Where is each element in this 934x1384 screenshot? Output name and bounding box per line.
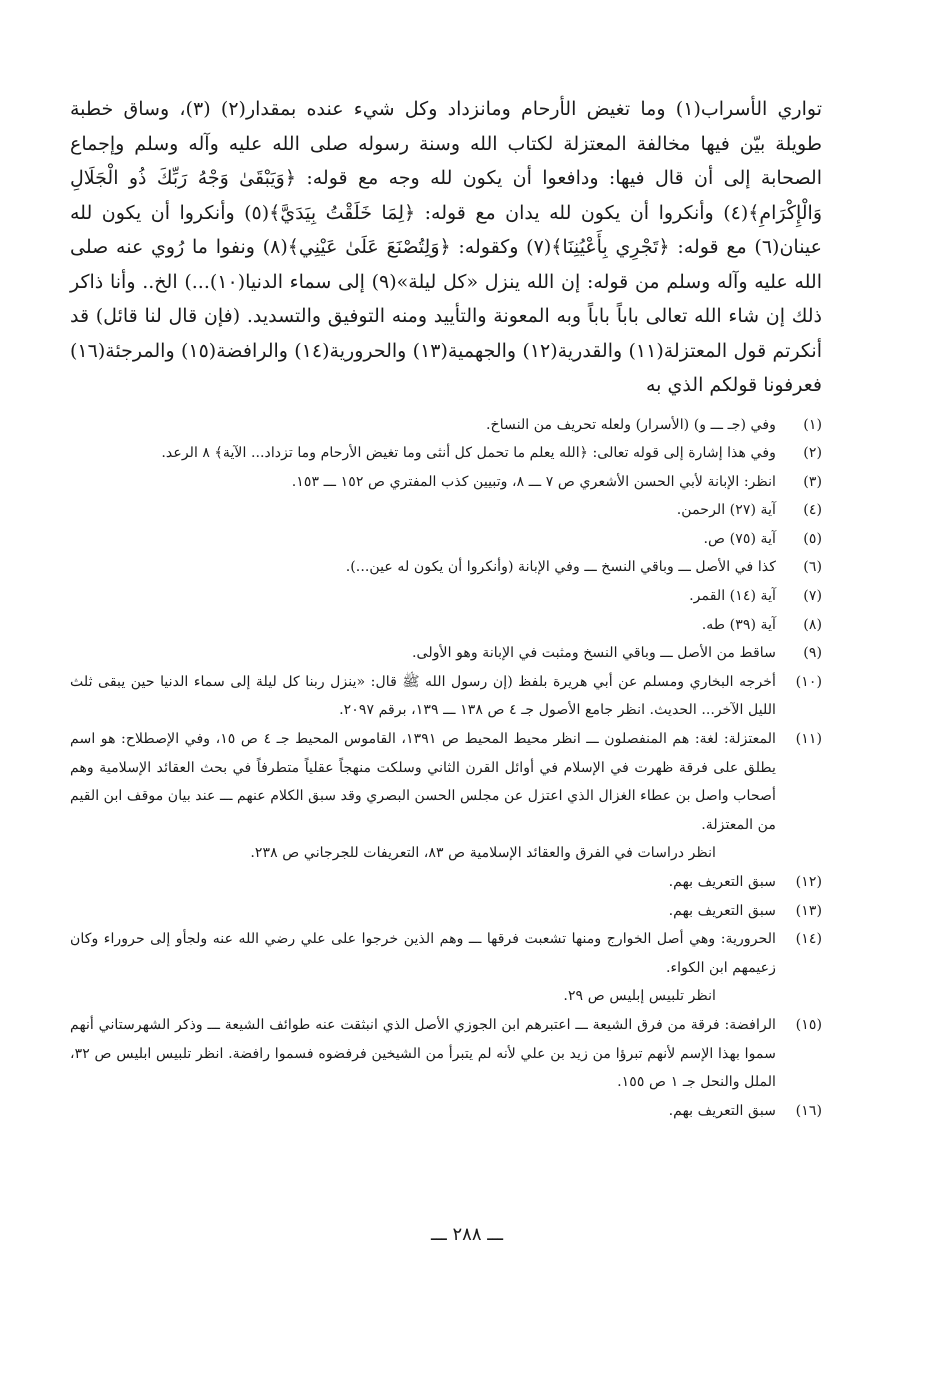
footnote-number: (١١) <box>795 731 822 748</box>
footnote-reference: انظر تلبيس إبليس ص ٢٩. <box>563 988 716 1005</box>
page-number: ـــ ٢٨٨ ـــ <box>430 1224 504 1245</box>
footnote-10 <box>70 668 822 725</box>
footnote-15 <box>70 1011 822 1097</box>
footnote-6 <box>70 553 822 582</box>
footnote-number: (٨) <box>803 616 822 633</box>
footnote-body: الحرورية: وهي أصل الخوارج ومنها تشعبت فرقها ـــ وهم الذين خرجوا على علي رضي الله عنه ولجأو إلى حروراء وكان زعيمهم ابن الكواء. <box>70 931 776 976</box>
footnote-text: سبق التعريف بهم. <box>668 1102 776 1119</box>
footnote-8 <box>70 611 822 640</box>
footnote-number: (٢) <box>803 445 822 462</box>
footnote-body: المعتزلة: لغة: هم المنفصلون ـــ انظر محيط المحيط ص ١٣٩١، القاموس المحيط جـ ٤ ص ١٥، وفي الإصطلاح: هو اسم يطلق على فرقة ظهرت في الإسلام في أوائل القرن الثاني وسلكت منهجاً عقلياً متطرفاً في بحث العقائد الإسلامية وهم أصحاب واصل بن عطاء الغزال الذي اعتزل عن مجلس الحسن البصري وقد سبق الكلام عنهم ـــ عند بيان موقف ابن القيم من المعتزلة. <box>70 731 776 833</box>
footnote-2 <box>70 439 822 468</box>
footnote-text: الرافضة: فرقة من فرق الشيعة ـــ اعتبرهم ابن الجوزي الأصل الذي انبثقت عنه طوائف الشيعة ـــ وذكر الشهرستاني أنهم سموا بهذا الإسم لأنهم تبرؤا من زيد بن علي لأنه لم يتبرأ من الشيخين فرفضوه فسموا رافضة. انظر تلبيس ابليس ص ٣٢، الملل والنحل جـ ١ ص ١٥٥. <box>70 1016 776 1091</box>
footnote-text <box>70 725 776 868</box>
footnote-7 <box>70 582 822 611</box>
footnote-number: (١٢) <box>795 874 822 890</box>
book-page <box>70 92 822 1125</box>
footnote-text: آية (٣٩) طه. <box>701 616 776 633</box>
footnote-number: (٧) <box>803 588 822 605</box>
footnote-text: آية (١٤) القمر. <box>689 588 776 605</box>
footnote-16 <box>70 1097 822 1126</box>
footnote-number: (١٤) <box>795 931 822 948</box>
footnote-4 <box>70 496 822 525</box>
footnote-text: آية (٢٧) الرحمن. <box>676 502 776 519</box>
footnote-number: (١٣) <box>795 902 822 919</box>
footnote-text: ساقط من الأصل ـــ وباقي النسخ ومثبت في الإبانة وهو الأولى. <box>412 645 776 662</box>
footnote-number: (١٦) <box>795 1102 822 1119</box>
footnote-text: وفي (جـ ـــ و) (الأسرار) ولعله تحريف من النساخ. <box>486 416 776 433</box>
footnote-text: انظر: الإبانة لأبي الحسن الأشعري ص ٧ ـــ ٨، وتبيين كذب المفتري ص ١٥٢ ـــ ١٥٣. <box>291 473 776 490</box>
footnote-number: (٦) <box>803 559 822 576</box>
footnote-3 <box>70 468 822 497</box>
footnote-number: (٥) <box>803 530 822 547</box>
main-paragraph: تواري الأسراب(١) وما تغيض الأرحام ومانزداد وكل شيء عنده بمقدار(٢) (٣)، وساق خطبة طويلة بيّن فيها مخالفة المعتزلة لكتاب الله وسنة رسوله صلى الله عليه وآله وسلم وإجماع الصحابة إلى أن قال فيها: ودافعوا أن يكون لله وجه مع قوله: ﴿وَيَبْقَىٰ وَجْهُ رَبِّكَ ذُو الْجَلَالِ وَالْإِكْرَامِ﴾(٤) وأنكروا أن يكون لله يدان مع قوله: ﴿لِمَا خَلَقْتُ بِيَدَيَّ﴾(٥) وأنكروا أن يكون لله عينان(٦) مع قوله: ﴿تَجْرِي بِأَعْيُنِنَا﴾(٧) وكقوله: ﴿وَلِتُصْنَعَ عَلَىٰ عَيْنِي﴾(٨) ونفوا ما رُوي عنه صلى الله عليه وآله وسلم من قوله: إن الله ينزل «كل ليلة»(٩) إلى سماء الدنيا(١٠)...) الخ.. وأنا ذاكر ذلك إن شاء الله تعالى باباً باباً وبه المعونة والتأييد ومنه التوفيق والتسديد. (فإن قال لنا قائل) قد أنكرتم قول المعتزلة(١١) والقدرية(١٢) والجهمية(١٣) والحرورية(١٤) والرافضة(١٥) والمرجئة(١٦) فعرفونا قولكم الذي به <box>70 98 823 396</box>
footnote-text: كذا في الأصل ـــ وباقي النسخ ـــ وفي الإبانة (وأنكروا أن يكون له عين...). <box>345 559 776 576</box>
footnote-text: وفي هذا إشارة إلى قوله تعالى: ﴿الله يعلم ما تحمل كل أنثى وما تغيض الأرحام وما تزداد... الآية﴾ ٨ الرعد. <box>161 445 776 462</box>
footnote-1 <box>70 411 822 440</box>
footnote-14 <box>70 925 822 1011</box>
footnote-reference: انظر دراسات في الفرق والعقائد الإسلامية ص ٨٣، التعريفات للجرجاني ص ٢٣٨. <box>250 845 716 862</box>
footnote-number: (١٠) <box>795 673 822 690</box>
footnote-9 <box>70 639 822 668</box>
footnote-text: سبق التعريف بهم. <box>668 874 776 890</box>
footnote-text: سبق التعريف بهم. <box>668 902 776 919</box>
footnote-12 <box>70 868 822 897</box>
footnote-5 <box>70 525 822 554</box>
footnote-text <box>70 925 776 1011</box>
footnote-text: آية (٧٥) ص. <box>703 530 776 547</box>
footnotes <box>70 411 822 1126</box>
footnote-text: أخرجه البخاري ومسلم عن أبي هريرة بلفظ (إن رسول الله ﷺ قال: «ينزل ربنا كل ليلة إلى سماء الدنيا حين يبقى ثلث الليل الآخر... الحديث. انظر جامع الأصول جـ ٤ ص ١٣٨ ـــ ١٣٩، برقم ٢٠٩٧. <box>70 673 776 719</box>
footnote-number: (١) <box>803 416 822 433</box>
footnote-11 <box>70 725 822 868</box>
footnote-number: (٩) <box>803 645 822 662</box>
main-text <box>70 92 822 403</box>
footnote-number: (١٥) <box>795 1016 822 1033</box>
footnote-number: (٣) <box>803 473 822 490</box>
footnote-number: (٤) <box>803 502 822 519</box>
footnote-13 <box>70 897 822 926</box>
